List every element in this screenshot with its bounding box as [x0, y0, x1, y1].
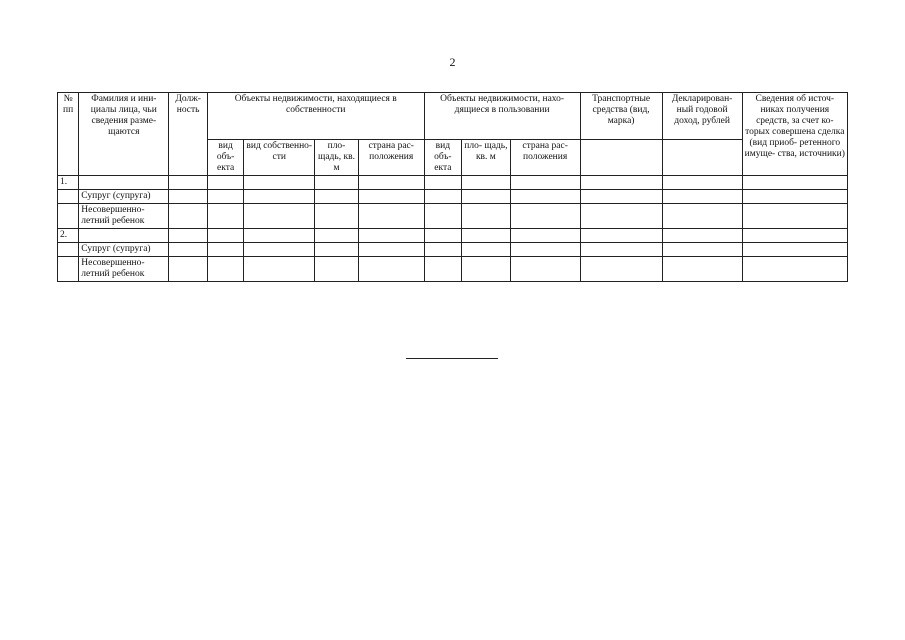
row-name — [79, 176, 169, 190]
row-name: Несовершенно- летний ребенок — [79, 257, 169, 282]
owned-country: страна рас- положения — [358, 140, 424, 176]
row-num — [58, 204, 79, 229]
row-num — [58, 190, 79, 204]
row-num: 1. — [58, 176, 79, 190]
table-row — [58, 204, 848, 229]
row-num: 2. — [58, 229, 79, 243]
row-num — [58, 243, 79, 257]
header-name: Фамилия и ини- циалы лица, чьи сведения разме- щаются — [79, 93, 169, 176]
vehicles-cell — [580, 140, 662, 176]
header-row — [58, 93, 848, 140]
declaration-table — [57, 92, 848, 282]
page-number: 2 — [449, 55, 456, 69]
owned-ownership-type: вид собственно- сти — [244, 140, 315, 176]
row-name — [79, 229, 169, 243]
table-row — [58, 257, 848, 282]
table-row — [58, 190, 848, 204]
owned-area: пло- щадь, кв. м — [315, 140, 359, 176]
header-owned-property: Объекты недвижимости, находящиеся в собственности — [207, 93, 424, 140]
used-area: пло- щадь, кв. м — [462, 140, 511, 176]
header-num: № пп — [58, 93, 79, 176]
header-income: Декларирован- ный годовой доход, рублей — [662, 93, 742, 140]
used-country: страна рас- положения — [510, 140, 580, 176]
table-row — [58, 229, 848, 243]
used-object-type: вид объ- екта — [424, 140, 461, 176]
row-num — [58, 257, 79, 282]
header-used-property: Объекты недвижимости, нахо- дящиеся в пользовании — [424, 93, 580, 140]
table-row — [58, 176, 848, 190]
income-cell — [662, 140, 742, 176]
row-name: Несовершенно- летний ребенок — [79, 204, 169, 229]
header-position: Долж- ность — [169, 93, 207, 176]
table-row — [58, 243, 848, 257]
row-name: Супруг (супруга) — [79, 190, 169, 204]
header-vehicles: Транспортные средства (вид, марка) — [580, 93, 662, 140]
owned-object-type: вид объ- екта — [207, 140, 243, 176]
footnote-divider — [406, 358, 498, 359]
header-sources: Сведения об источ- никах получения средств, за счет ко- торых совершена сделка (вид приоб- ретенного имуще- ства, источники) — [742, 93, 847, 176]
row-name: Супруг (супруга) — [79, 243, 169, 257]
